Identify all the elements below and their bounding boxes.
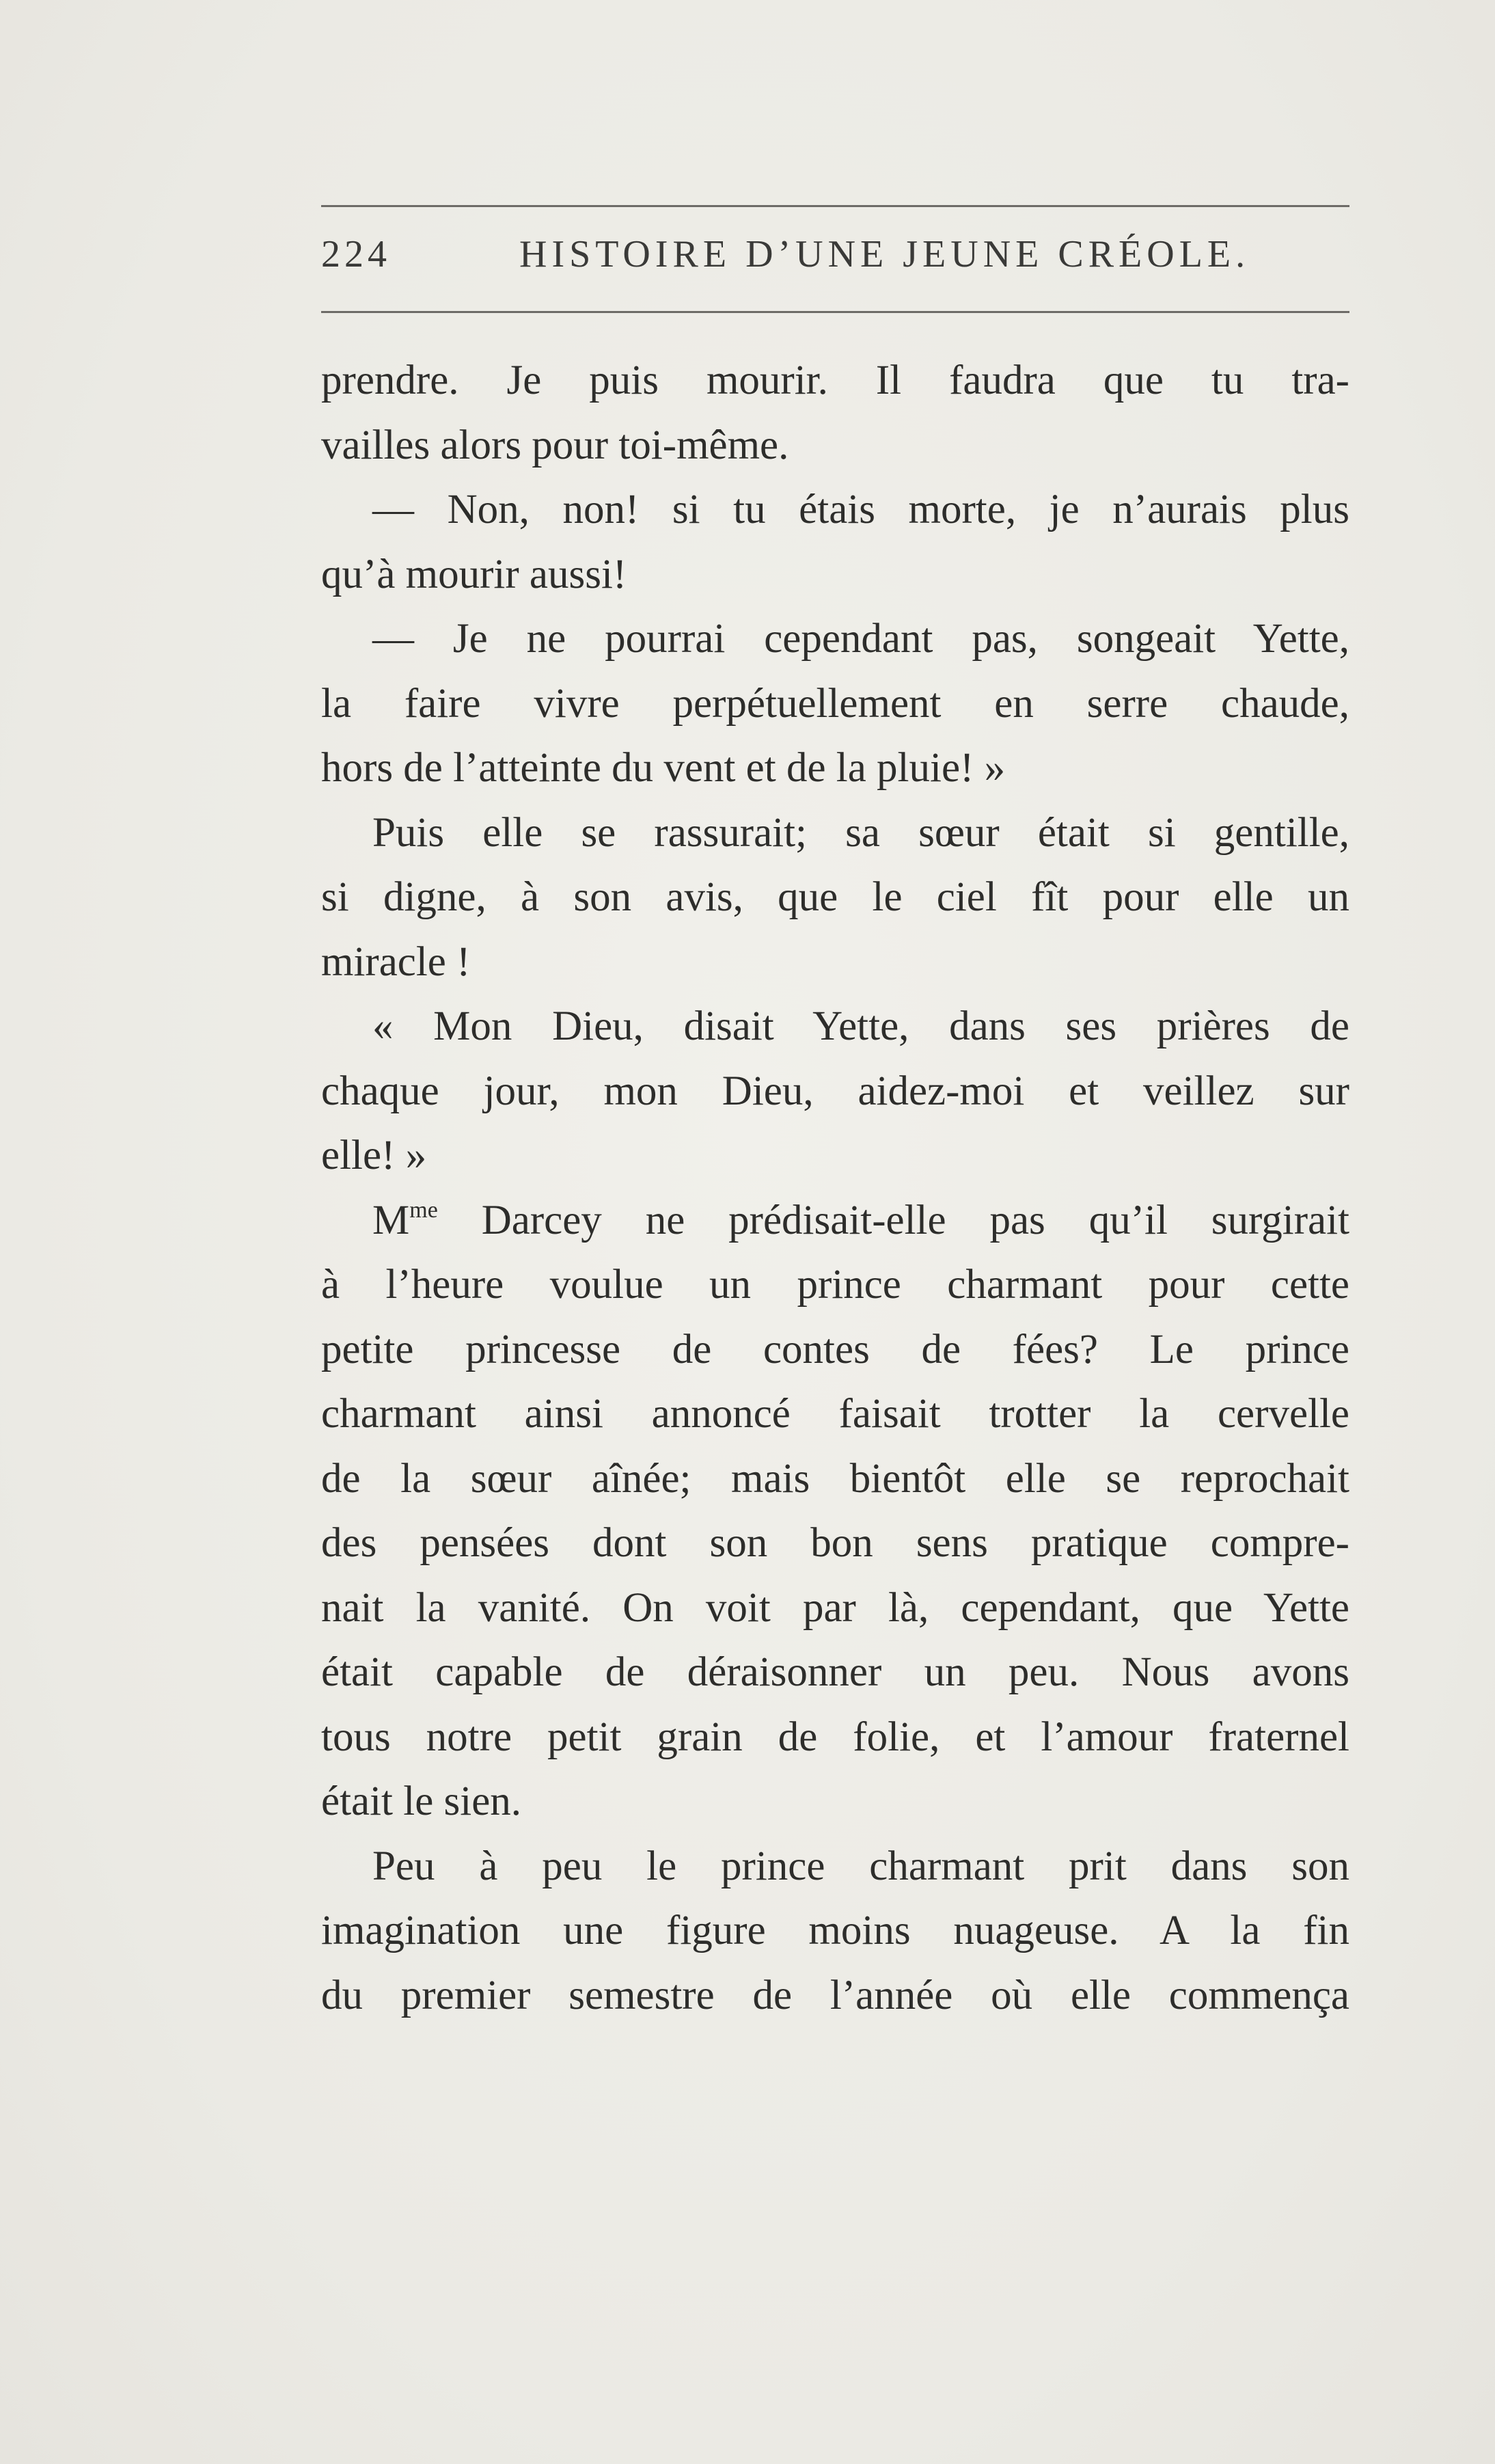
text-line: charmant ainsi annoncé faisait trotter la cervelle xyxy=(321,1391,1349,1437)
abbrev-madame: M xyxy=(372,1197,410,1243)
header-rule-bottom xyxy=(321,311,1349,313)
page-number: 224 xyxy=(321,233,391,275)
text-line: la faire vivre perpétuellement en serre chaude, xyxy=(321,680,1349,727)
text-line: prendre. Je puis mourir. Il faudra que tu tra- xyxy=(321,357,1349,403)
text-line: Peu à peu le prince charmant prit dans son xyxy=(372,1843,1349,1889)
text-line: de la sœur aînée; mais bientôt elle se reprochait xyxy=(321,1455,1349,1502)
text-line: était capable de déraisonner un peu. Nous avons xyxy=(321,1649,1349,1695)
text-line: chaque jour, mon Dieu, aidez-moi et veillez sur xyxy=(321,1068,1349,1114)
running-title: HISTOIRE D’UNE JEUNE CRÉOLE. xyxy=(519,233,1250,275)
running-head xyxy=(321,232,1349,287)
abbrev-superscript: me xyxy=(409,1197,438,1223)
text-line: Puis elle se rassurait; sa sœur était si gentille, xyxy=(372,809,1349,856)
text-line: vailles alors pour toi-même. xyxy=(321,422,789,468)
text-line: était le sien. xyxy=(321,1778,522,1824)
body-text xyxy=(321,349,1349,2028)
text-line: qu’à mourir aussi! xyxy=(321,551,627,597)
text-line: tous notre petit grain de folie, et l’amour fraternel xyxy=(321,1714,1349,1760)
text-line-rest: Darcey ne prédisait-elle pas qu’il surgirait xyxy=(437,1197,1349,1243)
text-line: « Mon Dieu, disait Yette, dans ses prières de xyxy=(372,1003,1349,1049)
text-line: des pensées dont son bon sens pratique compre- xyxy=(321,1520,1349,1566)
text-line: — Non, non! si tu étais morte, je n’aurais plus xyxy=(372,487,1349,532)
text-line xyxy=(321,1189,1349,1254)
text-line: si digne, à son avis, que le ciel fît pour elle un xyxy=(321,874,1349,920)
header-rule-top xyxy=(321,205,1349,207)
text-line: à l’heure voulue un prince charmant pour cette xyxy=(321,1262,1349,1308)
text-line: elle! » xyxy=(321,1133,427,1178)
text-line: miracle ! xyxy=(321,938,471,985)
text-line: hors de l’atteinte du vent et de la pluie! » xyxy=(321,745,1006,791)
text-line: du premier semestre de l’année où elle commença xyxy=(321,1972,1349,2018)
text-line: — Je ne pourrai cependant pas, songeait Yette, xyxy=(372,616,1349,662)
text-line: imagination une figure moins nuageuse. A la fin xyxy=(321,1908,1349,1953)
text-line: nait la vanité. On voit par là, cependant, que Yette xyxy=(321,1584,1349,1631)
text-line: petite princesse de contes de fées? Le prince xyxy=(321,1326,1349,1372)
